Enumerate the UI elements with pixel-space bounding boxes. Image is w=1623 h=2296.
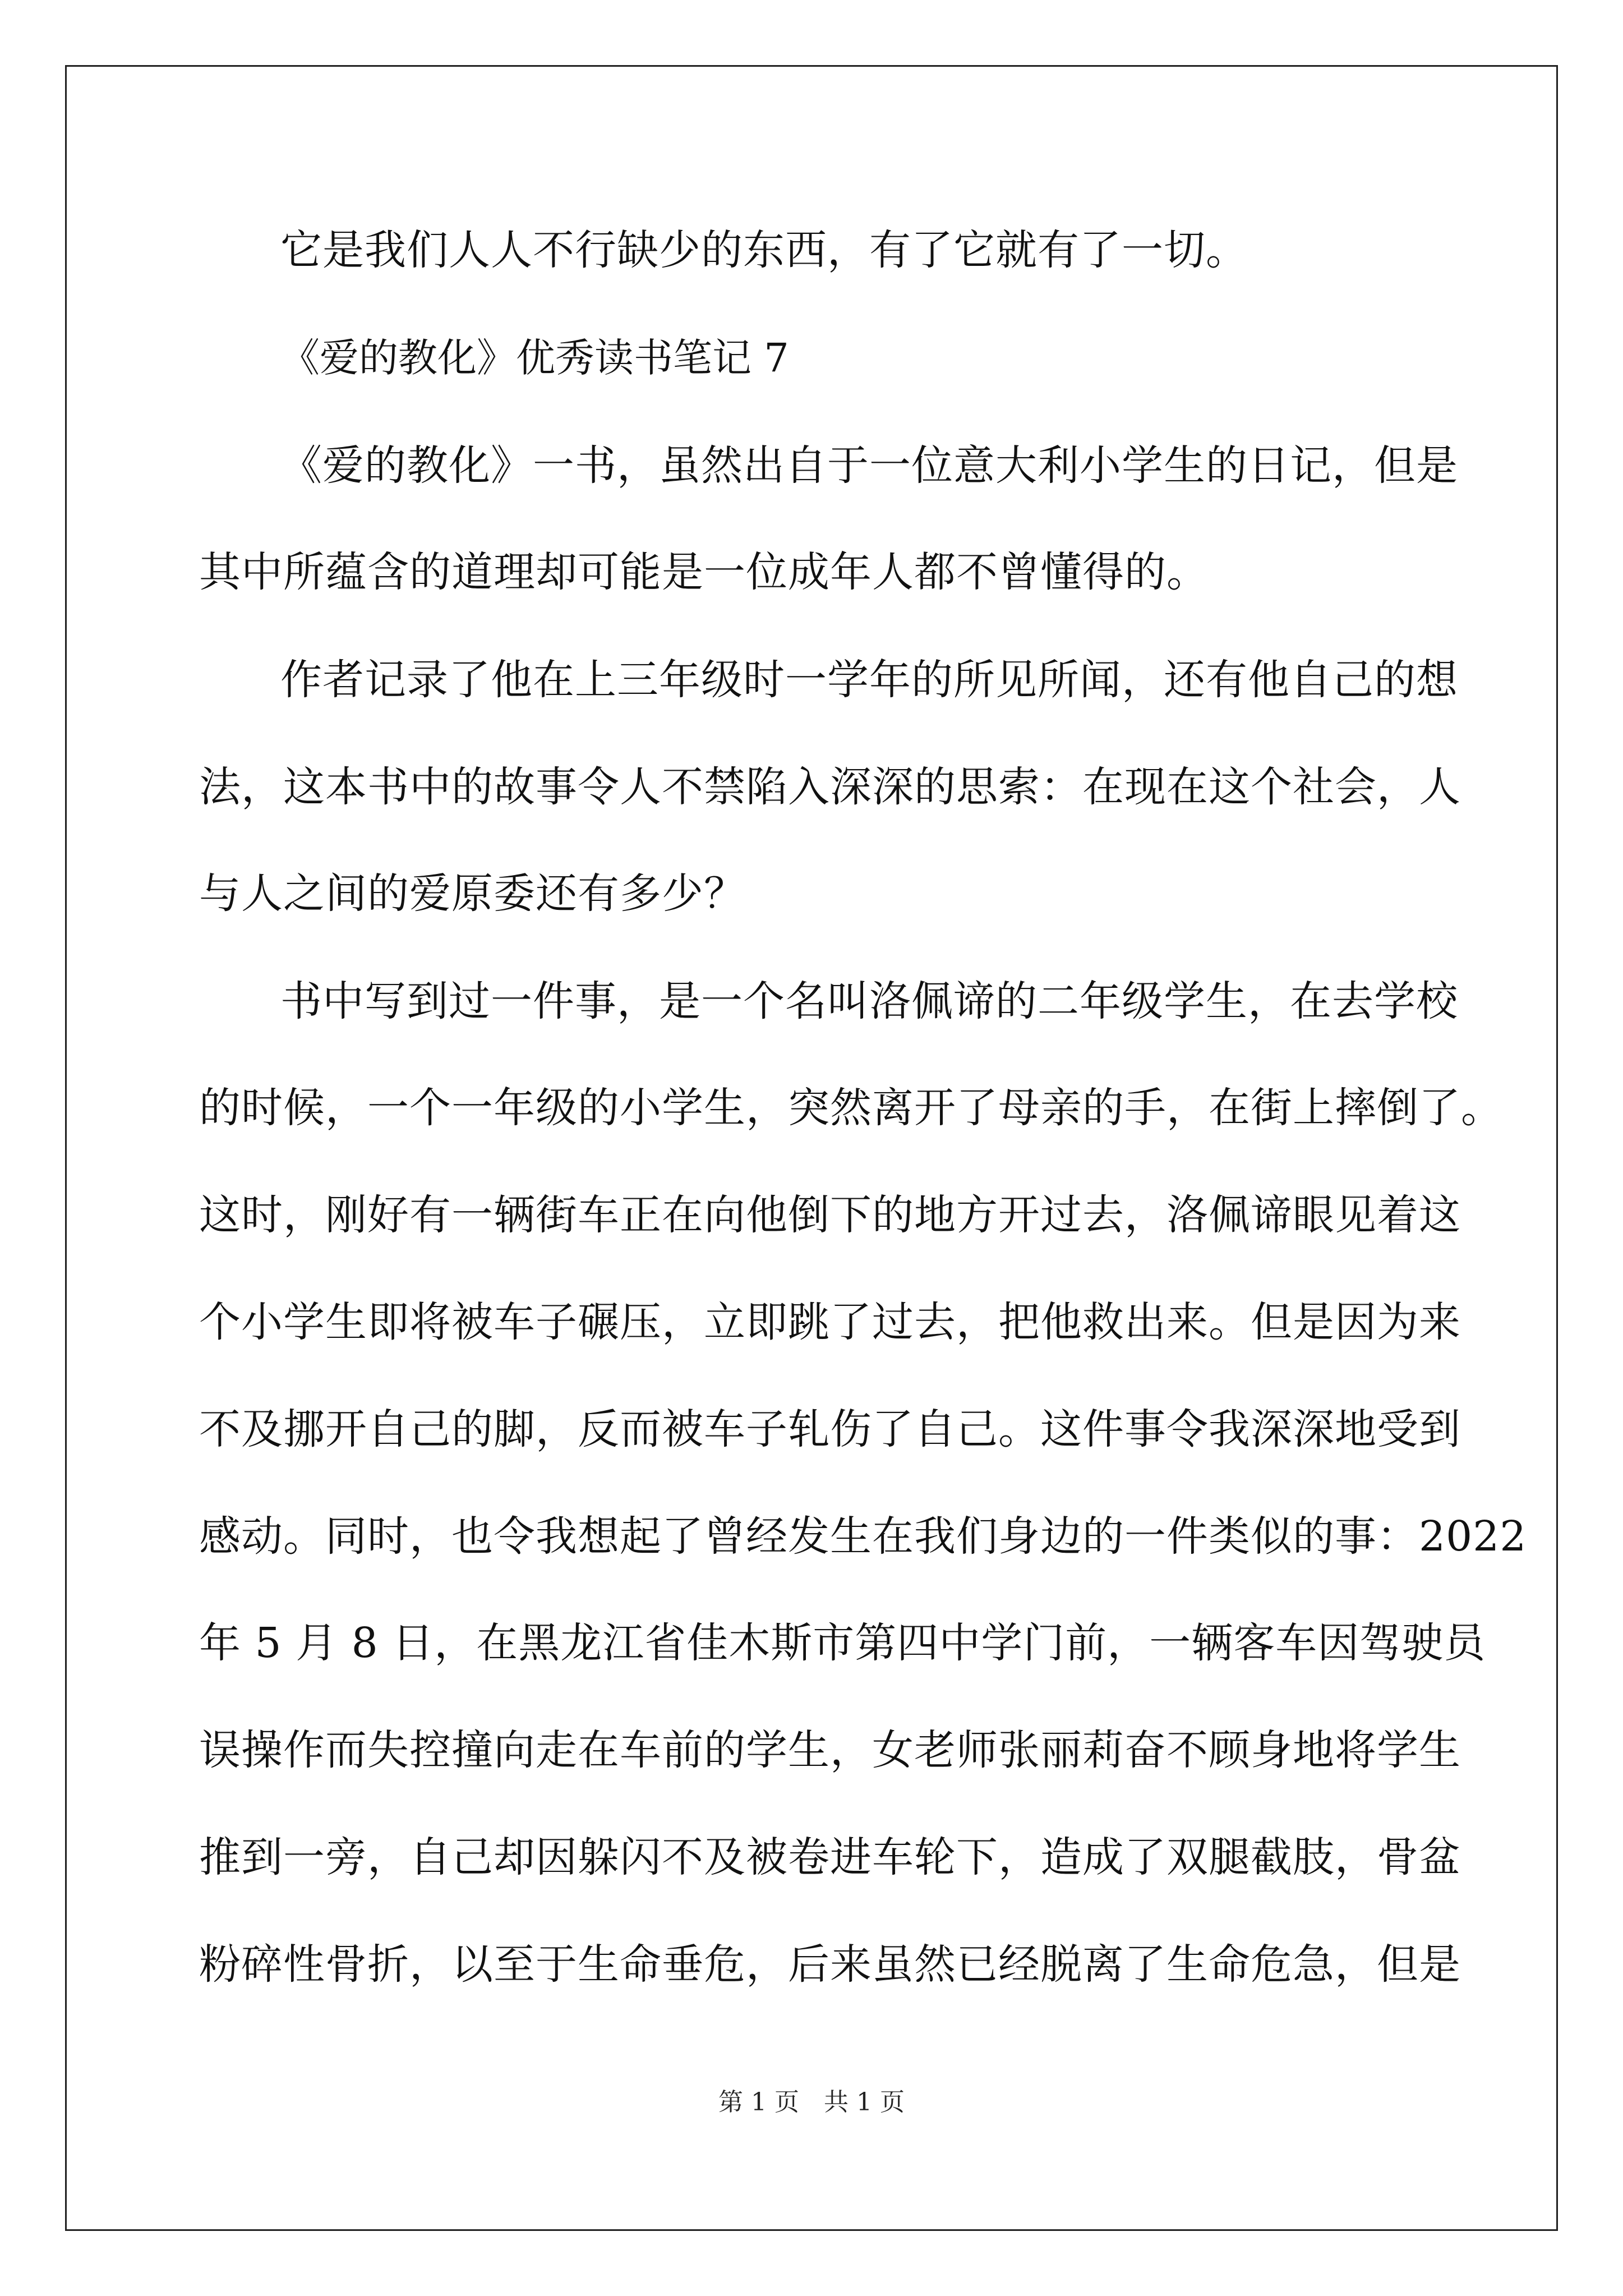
page-border (65, 65, 1558, 2231)
text-line: 粉碎性骨折，以至于生命垂危，后来虽然已经脱离了生命危急，但是 (199, 1940, 1461, 1989)
text-line: 感动。同时，也令我想起了曾经发生在我们身边的一件类似的事：2022 (199, 1512, 1527, 1561)
text-line: 误操作而失控撞向走在车前的学生，女老师张丽莉奋不顾身地将学生 (199, 1726, 1461, 1774)
text-line: 个小学生即将被车子碾压，立即跳了过去，把他救出来。但是因为来 (199, 1298, 1461, 1346)
page-footer: 第 1 页 共 1 页 (718, 2088, 905, 2116)
text-line: 年 5 月 8 日，在黑龙江省佳木斯市第四中学门前，一辆客车因驾驶员 (199, 1619, 1486, 1667)
text-line: 这时，刚好有一辆街车正在向他倒下的地方开过去，洛佩谛眼见着这 (199, 1191, 1461, 1239)
section-heading: 《爱的教化》优秀读书笔记 7 (280, 335, 789, 381)
text-line: 它是我们人人不行缺少的东西，有了它就有了一切。 (280, 226, 1248, 274)
text-line: 法，这本书中的故事令人不禁陷入深深的思索：在现在这个社会，人 (199, 763, 1461, 811)
text-line: 与人之间的爱原委还有多少？ (199, 869, 746, 918)
text-line: 的时候，一个一年级的小学生，突然离开了母亲的手，在街上摔倒了。 (199, 1084, 1503, 1132)
text-line: 推到一旁，自己却因躲闪不及被卷进车轮下，造成了双腿截肢，骨盆 (199, 1833, 1461, 1881)
text-line: 作者记录了他在上三年级时一学年的所见所闻，还有他自己的想 (280, 656, 1458, 704)
text-line: 书中写到过一件事，是一个名叫洛佩谛的二年级学生，在去学校 (280, 977, 1458, 1025)
text-line: 其中所蕴含的道理却可能是一位成年人都不曾懂得的。 (199, 548, 1209, 596)
text-line: 《爱的教化》一书，虽然出自于一位意大利小学生的日记，但是 (280, 441, 1458, 490)
text-line: 不及挪开自己的脚，反而被车子轧伤了自己。这件事令我深深地受到 (199, 1405, 1461, 1453)
